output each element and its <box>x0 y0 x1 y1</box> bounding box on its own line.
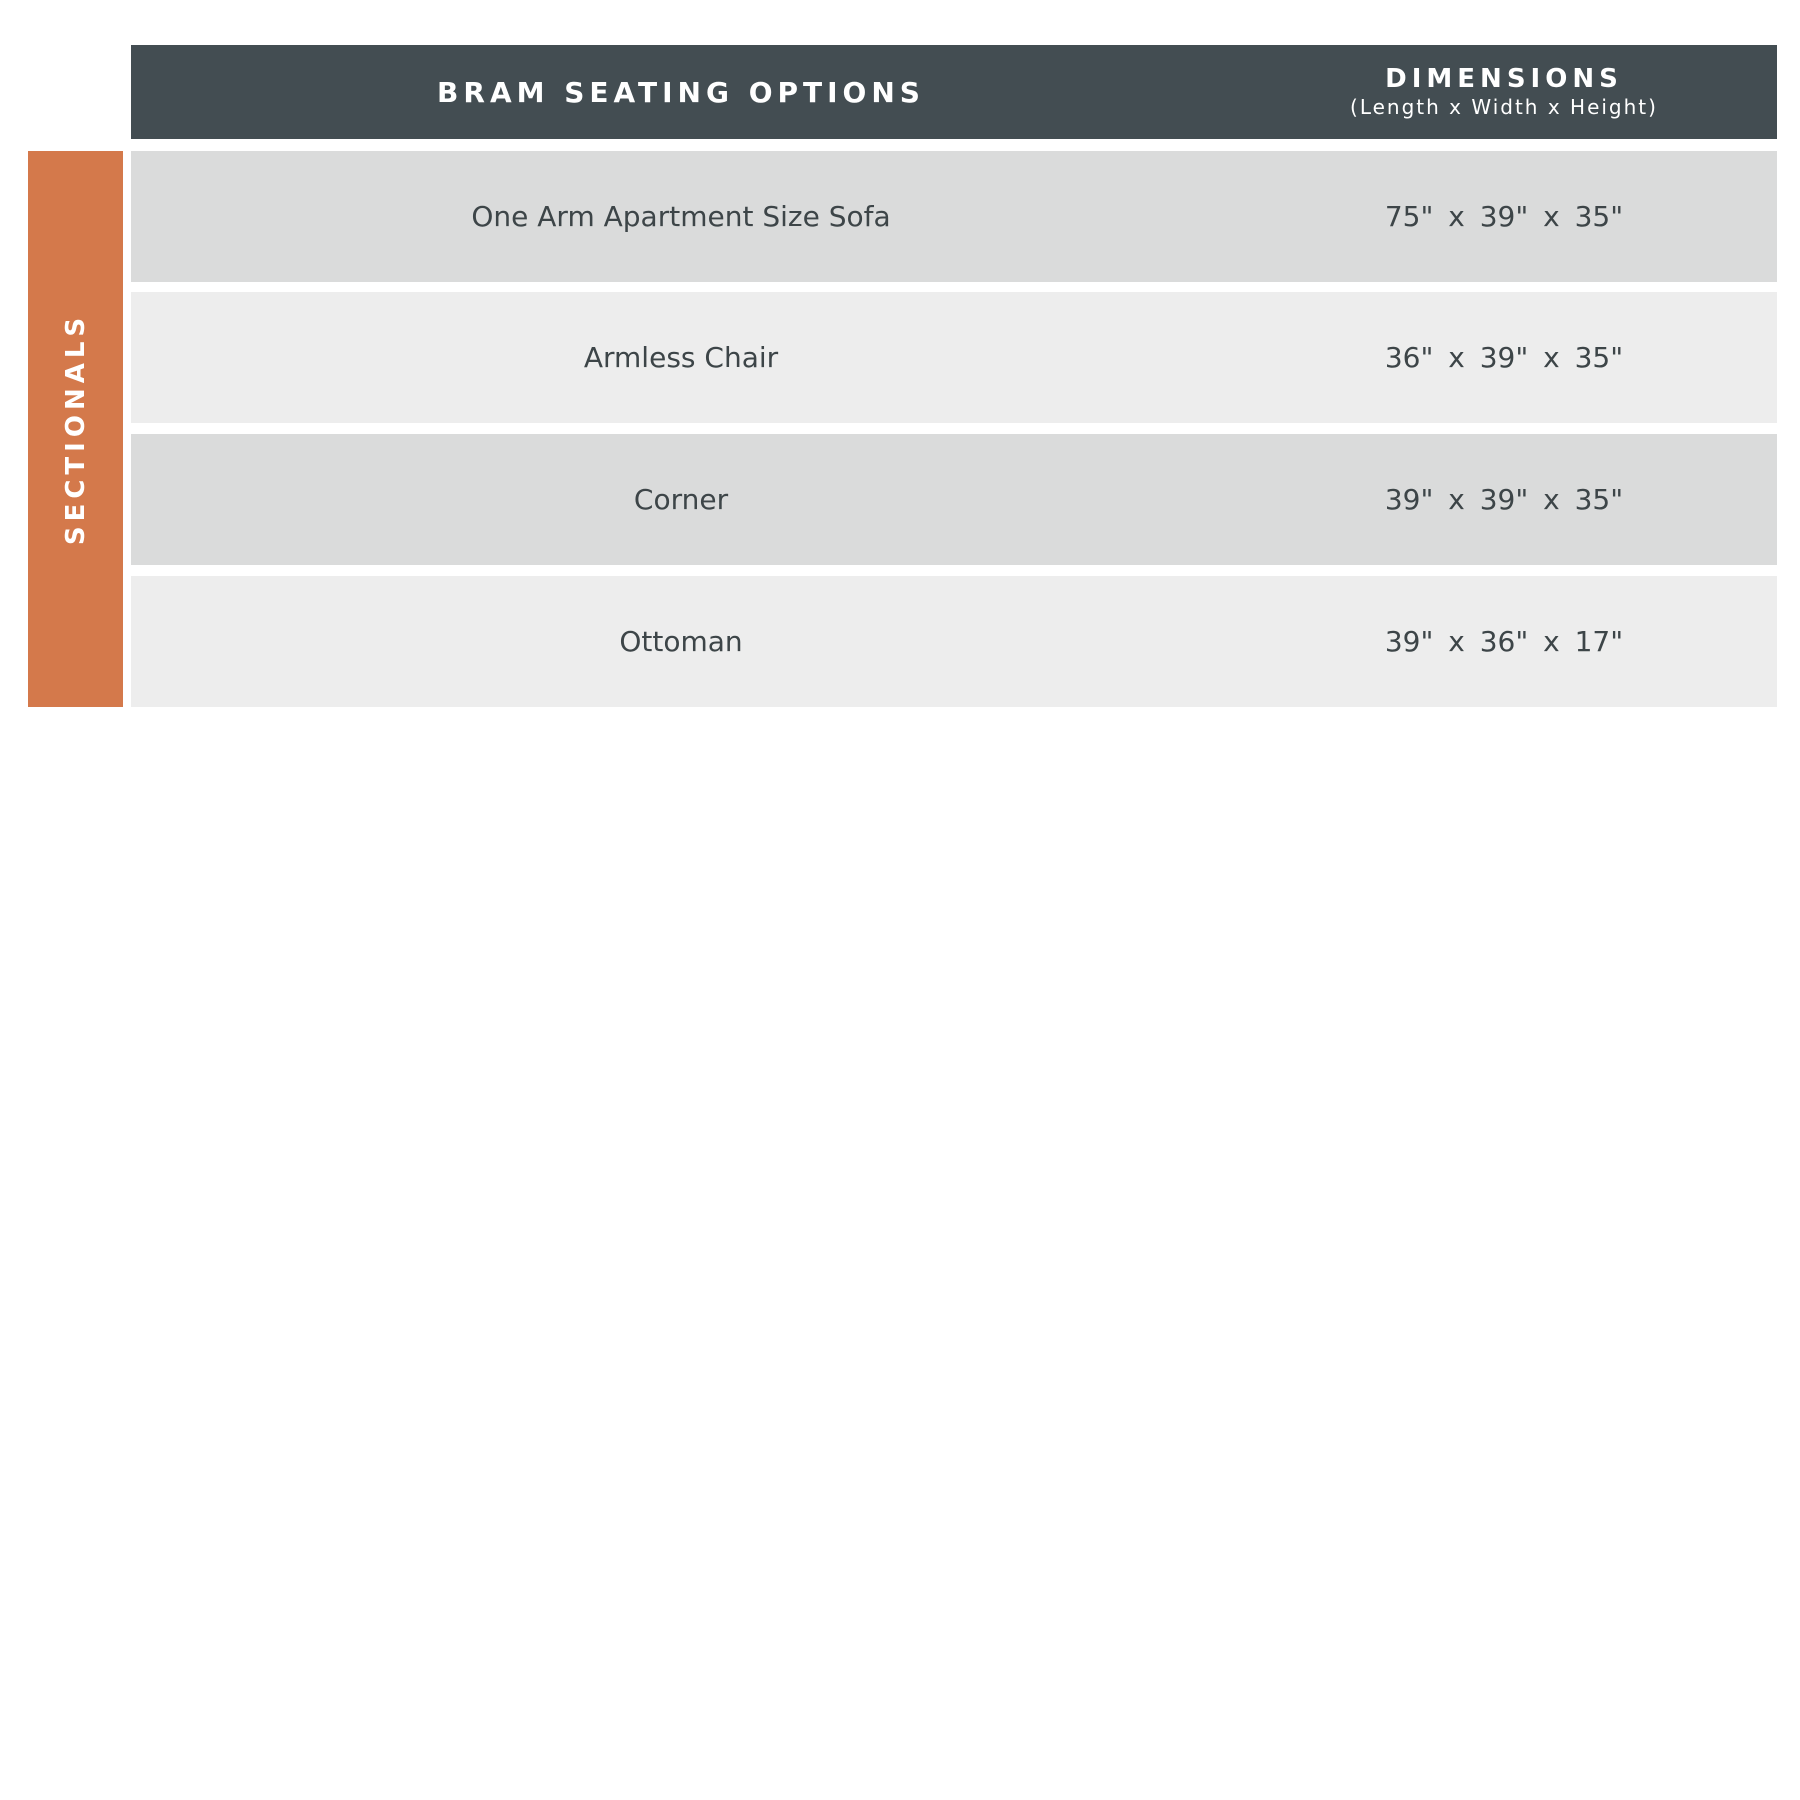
table-title: BRAM SEATING OPTIONS <box>437 75 925 109</box>
table-header <box>131 45 1777 139</box>
dimensions-subtitle: (Length x Width x Height) <box>1350 95 1658 119</box>
item-name: Ottoman <box>619 625 743 658</box>
item-dimensions: 39" x 39" x 35" <box>1384 483 1624 516</box>
item-name: Armless Chair <box>583 341 779 374</box>
category-sidebar <box>28 151 123 707</box>
category-label: SECTIONALS <box>60 312 91 546</box>
item-dimensions: 75" x 39" x 35" <box>1384 200 1624 233</box>
table-row <box>131 151 1777 282</box>
table-row <box>131 576 1777 707</box>
item-name: Corner <box>633 483 729 516</box>
item-dimensions: 39" x 36" x 17" <box>1384 625 1624 658</box>
table-row <box>131 434 1777 565</box>
item-name: One Arm Apartment Size Sofa <box>471 200 891 233</box>
dimensions-header <box>1231 45 1777 139</box>
table-row <box>131 292 1777 423</box>
dimensions-title: DIMENSIONS <box>1385 64 1623 94</box>
item-dimensions: 36" x 39" x 35" <box>1384 341 1624 374</box>
